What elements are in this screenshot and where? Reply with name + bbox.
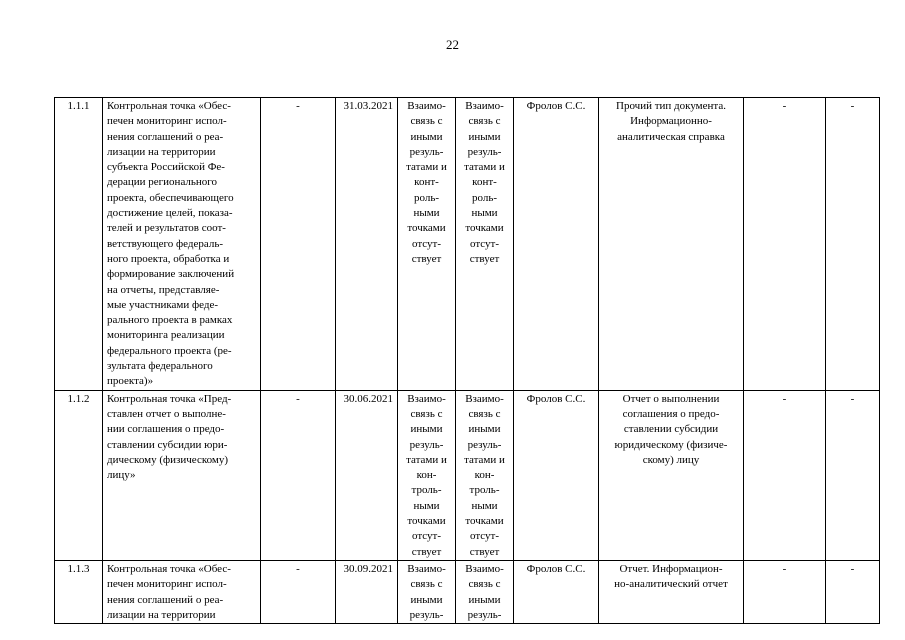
row-prev-links: [398, 98, 456, 391]
row-col9: -: [744, 390, 826, 560]
row-description: [103, 390, 261, 560]
row-next-links: [456, 560, 514, 623]
row-prev-links: [398, 390, 456, 560]
prev-links-text: Взаимо- связь с иными резуль- татами и кон- троль- ными точками отсут- ствует: [406, 392, 447, 558]
doc-type-text: Отчет. Информацион- но-аналитический отчет: [614, 562, 728, 591]
row-col10: -: [826, 560, 880, 623]
row-next-links: [456, 390, 514, 560]
row-start: -: [261, 98, 336, 391]
row-col10: -: [826, 98, 880, 391]
page-number: 22: [446, 37, 459, 52]
control-points-table: [54, 97, 880, 624]
row-date: 31.03.2021: [336, 98, 398, 391]
row-number: 1.1.3: [55, 560, 103, 623]
row-date: 30.06.2021: [336, 390, 398, 560]
table-row: [55, 390, 880, 560]
row-next-links: [456, 98, 514, 391]
next-links-text: Взаимо- связь с иными резуль-: [465, 562, 504, 621]
next-links-text: Взаимо- связь с иными резуль- татами и конт- роль- ными точками отсут- ствует: [464, 100, 505, 265]
row-number: 1.1.1: [55, 98, 103, 391]
doc-type-text: Прочий тип документа. Информационно- аналитическая справка: [616, 100, 726, 143]
table-row: [55, 560, 880, 623]
prev-links-text: Взаимо- связь с иными резуль- татами и конт- роль- ными точками отсут- ствует: [406, 100, 447, 265]
doc-type-text: Отчет о выполнении соглашения о предо- ставлении субсидии юридическому (физиче- скому) лицу: [614, 392, 728, 466]
description-text: Контрольная точка «Пред- ставлен отчет о выполне- нии соглашения о предо- ставлении субсидии юри- дическому (физическому) лицу»: [107, 392, 232, 482]
row-start: -: [261, 390, 336, 560]
row-description: [103, 98, 261, 391]
row-description: [103, 560, 261, 623]
row-col9: -: [744, 98, 826, 391]
row-start: -: [261, 560, 336, 623]
row-doc-type: [599, 98, 744, 391]
description-text: Контрольная точка «Обес- печен мониторинг испол- нения соглашений о реа- лизации на территории субъекта Российской Фе- дерации регионального проекта, обеспечивающего достижение целей, показа- телей и результатов соот- ветствующего федераль- ного проекта, обработка и формирование заключений на отчеты, представляе- мые участниками феде- рального проекта в рамках мониторинга реализации федерального проекта (ре- зультата федерального проекта)»: [107, 100, 235, 388]
row-responsible: Фролов С.С.: [514, 98, 599, 391]
row-prev-links: [398, 560, 456, 623]
description-text: Контрольная точка «Обес- печен мониторинг испол- нения соглашений о реа- лизации на территории: [107, 562, 231, 621]
row-doc-type: [599, 390, 744, 560]
row-responsible: Фролов С.С.: [514, 390, 599, 560]
row-col9: -: [744, 560, 826, 623]
row-date: 30.09.2021: [336, 560, 398, 623]
row-col10: -: [826, 390, 880, 560]
next-links-text: Взаимо- связь с иными резуль- татами и кон- троль- ными точками отсут- ствует: [464, 392, 505, 558]
row-doc-type: [599, 560, 744, 623]
row-number: 1.1.2: [55, 390, 103, 560]
prev-links-text: Взаимо- связь с иными резуль-: [407, 562, 446, 621]
table-row: [55, 98, 880, 391]
row-responsible: Фролов С.С.: [514, 560, 599, 623]
